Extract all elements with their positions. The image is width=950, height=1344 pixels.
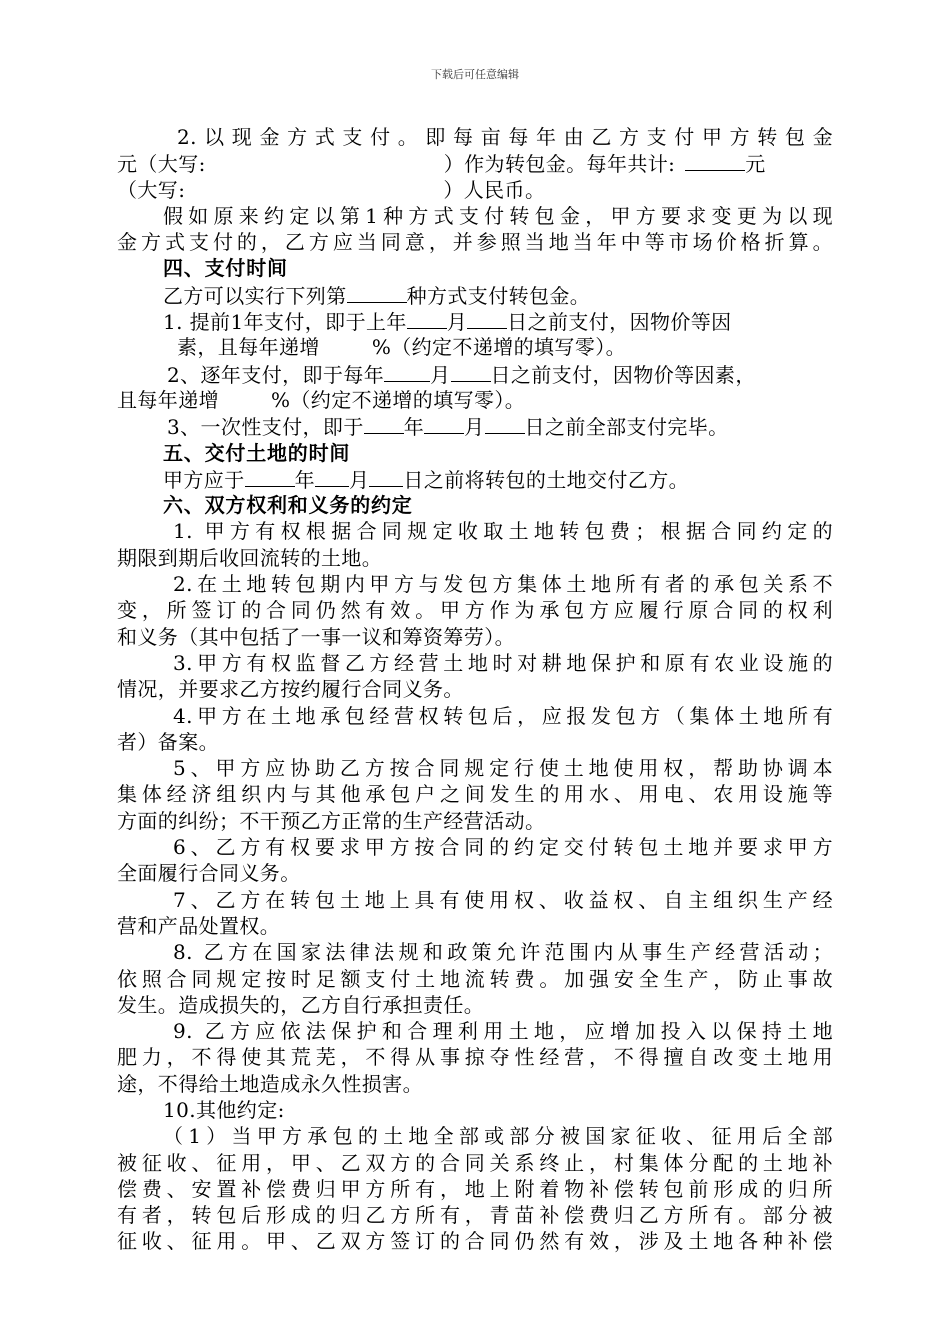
text-line: 7、乙方在转包土地上具有使用权、收益权、自主组织生产经 [173,887,833,912]
text-line: 情况，并要求乙方按约履行合同义务。 [117,677,464,702]
blank-field [467,308,507,329]
section-heading: 五、交付土地的时间 [163,440,351,465]
text-line: 集体经济组织内与其他承包户之间发生的用水、用电、农用设施等 [117,782,833,807]
text-line: 3、一次性支付，即于 年 月 日之前全部支付完毕。 [167,415,729,440]
text-line: 8. 乙方在国家法律法规和政策允许范围内从事生产经营活动； [173,940,833,965]
section-heading: 四、支付时间 [163,256,288,281]
text-line: 10.其他约定: [163,1097,285,1122]
blank-field [347,282,407,303]
text-line: 元（大写: ）作为转包金。每年共计: 元 [117,152,766,177]
text-line: 者）备案。 [117,729,219,754]
text-line: 有者，转包后形成的归乙方所有，青苗补偿费归乙方所有。部分被 [117,1203,833,1228]
text-line: 乙方可以实行下列第 种方式支付转包金。 [163,283,591,308]
text-line: 方面的纠纷；不干预乙方正常的生产经营活动。 [117,808,546,833]
blank-field [451,361,491,382]
text-line: 肥力，不得使其荒芜，不得从事掠夺性经营，不得擅自改变土地用 [117,1045,833,1070]
blank-field [315,466,349,487]
blank-field [485,413,525,434]
text-line: （1）当甲方承包的土地全部或部分被国家征收、征用后全部 [163,1124,833,1149]
text-line: 9. 乙方应依法保护和合理利用土地，应增加投入以保持土地 [173,1019,833,1044]
text-line: 2.在土地转包期内甲方与发包方集体土地所有者的承包关系不 [173,572,833,597]
document-body [117,124,833,1255]
text-line: 1. 提前1年支付，即于上年 月 日之前支付，因物价等因 [163,310,732,335]
text-line: 征收、征用。甲、乙双方签订的合同仍然有效，涉及土地各种补偿 [117,1229,833,1254]
blank-field [424,413,464,434]
text-line: 金方式支付的，乙方应当同意，并参照当地当年中等市场价格折算。 [117,230,833,255]
text-line: 1. 甲方有权根据合同规定收取土地转包费；根据合同约定的 [173,519,833,544]
text-line: 被征收、征用，甲、乙双方的合同关系终止，村集体分配的土地补 [117,1150,833,1175]
text-line: 和义务（其中包括了一事一议和筹资筹劳）。 [117,624,515,649]
blank-field [364,413,404,434]
blank-field [369,466,403,487]
section-heading: 六、双方权利和义务的约定 [163,493,413,518]
text-line: 素，且每年递增 %（约定不递增的填写零）。 [177,335,627,360]
text-line: 全面履行合同义务。 [117,861,301,886]
text-line: 营和产品处置权。 [117,913,281,938]
text-line: 且每年递增 %（约定不递增的填写零）。 [117,387,526,412]
text-line: 变，所签订的合同仍然有效。甲方作为承包方应履行原合同的权利 [117,598,833,623]
text-line: 期限到期后收回流转的土地。 [117,545,383,570]
page-header-note: 下载后可任意编辑 [431,68,519,81]
blank-field [384,361,430,382]
blank-field [245,466,295,487]
text-line: 3.甲方有权监督乙方经营土地时对耕地保护和原有农业设施的 [173,650,833,675]
text-line: 6、乙方有权要求甲方按合同的约定交付转包土地并要求甲方 [173,835,833,860]
blank-field [407,308,447,329]
text-line: 假如原来约定以第1种方式支付转包金，甲方要求变更为以现 [163,203,833,228]
text-line: 偿费、安置补偿费归甲方所有，地上附着物补偿转包前形成的归所 [117,1176,833,1201]
text-line: 发生。造成损失的，乙方自行承担责任。 [117,992,485,1017]
text-line: 依照合同规定按时足额支付土地流转费。加强安全生产，防止事故 [117,966,833,991]
text-line: 4.甲方在土地承包经营权转包后，应报发包方（集体土地所有 [173,703,833,728]
text-line: 2、逐年支付，即于每年 月 日之前支付，因物价等因素， [167,362,756,387]
text-line: 2.以现金方式支付。即每亩每年由乙方支付甲方转包金 [177,125,833,149]
text-line: 甲方应于 年 月 日之前将转包的土地交付乙方。 [163,467,690,492]
blank-field [685,150,745,171]
text-line: 途，不得给土地造成永久性损害。 [117,1071,423,1096]
text-line: 5、甲方应协助乙方按合同规定行使土地使用权，帮助协调本 [173,756,833,781]
text-line: （大写: ）人民币。 [117,177,546,202]
